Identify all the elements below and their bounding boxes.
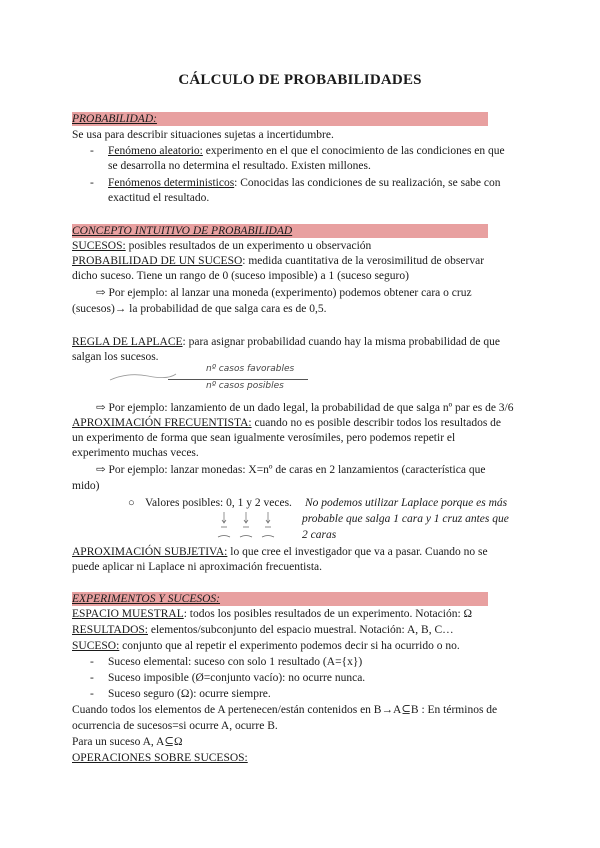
example-text: ⇨ Por ejemplo: al lanzar una moneda (experimento) podemos obtener cara o cruz [96,287,472,299]
frecuentista-cont: un experimento de forma que sean igualmente verosímiles, pero podemos repetir el [72,432,456,444]
section-header-concepto: CONCEPTO INTUITIVO DE PROBABILIDAD [72,224,488,238]
list-item: Suceso imposible (Ø=conjunto vacío): no ocurre nunca. [108,672,366,684]
circle-bullet: ○ [128,497,135,509]
resultados-def: RESULTADOS: elementos/subconjunto del espacio muestral. Notación: A, B, C… [72,624,454,636]
laplace-fraction [168,364,308,394]
list-item: Suceso elemental: suceso con solo 1 resultado (A={x}) [108,656,363,668]
section-header-experimentos: EXPERIMENTOS Y SUCESOS: [72,592,488,606]
subjetiva-def: APROXIMACIÓN SUBJETIVA: lo que cree el investigador que va a pasar. Cuando no se [72,546,488,558]
prob-suceso-def: PROBABILIDAD DE UN SUCESO: medida cuantitativa de la verosimilitud de observar [72,255,485,267]
subjetiva-cont: puede aplicar ni Laplace ni aproximación frecuentista. [72,561,323,573]
sucesos-def: SUCESOS: posibles resultados de un experimento u observación [72,240,372,252]
example-text: ⇨ Por ejemplo: lanzamiento de un dado legal, la probabilidad de que salga nº par es de 3/6 [96,402,514,414]
list-item: Fenómenos deterministicos: Conocidas las condiciones de su realización, se sabe con [108,177,501,189]
frecuentista-cont: experimento muchas veces. [72,447,199,459]
page-title: CÁLCULO DE PROBABILIDADES [178,72,422,88]
fraction-denominator: nº casos posibles [206,381,284,391]
example-text: ⇨ Por ejemplo: lanzar monedas: X=nº de caras en 2 lanzamientos (característica que [96,464,486,476]
handwritten-tree-sketch [216,510,292,542]
suceso-def: SUCESO: conjunto que al repetir el experimento podemos decir si ha ocurrido o no. [72,640,460,652]
example-text-cont: mido) [72,480,100,492]
bullet-dash: - [90,177,94,189]
fraction-bar [168,379,308,380]
bullet-dash: - [90,145,94,157]
fraction-numerator: nº casos favorables [206,364,295,374]
contenido-text-cont: ocurrencia de sucesos=si ocurre A, ocurre B. [72,720,278,732]
bullet-dash: - [90,688,94,700]
intro-text: Se usa para describir situaciones sujetas a incertidumbre. [72,129,334,141]
laplace-def: REGLA DE LAPLACE: para asignar probabilidad cuando hay la misma probabilidad de que [72,336,500,348]
prob-suceso-cont: dicho suceso. Tiene un rango de 0 (suceso imposible) a 1 (suceso seguro) [72,270,409,282]
valores-note: No podemos utilizar Laplace porque es más [305,497,508,509]
section-header-probabilidad: PROBABILIDAD: [72,112,488,126]
contenido-text: Cuando todos los elementos de A pertenecen/están contenidos en B→A⊆B : En términos de [72,704,498,716]
subset-text: Para un suceso A, A⊆Ω [72,736,183,748]
bullet-dash: - [90,672,94,684]
list-item-cont: exactitud el resultado. [108,192,210,204]
valores-note: probable que salga 1 cara y 1 cruz antes que [302,513,509,525]
valores-text: Valores posibles: 0, 1 y 2 veces. [145,497,292,509]
list-item: Suceso seguro (Ω): ocurre siempre. [108,688,271,700]
list-item-cont: se desarrolla no determina el resultado. Existen millones. [108,160,371,172]
list-item: Fenómeno aleatorio: experimento en el que el conocimiento de las condiciones en que [108,145,505,157]
laplace-cont: salgan los sucesos. [72,351,159,363]
example-text-cont: (sucesos)→ la probabilidad de que salga cara es de 0,5. [72,303,327,315]
bullet-dash: - [90,656,94,668]
operaciones-heading: OPERACIONES SOBRE SUCESOS: [72,752,248,764]
frecuentista-def: APROXIMACIÓN FRECUENTISTA: cuando no es posible describir todos los resultados de [72,417,502,429]
espacio-muestral-def: ESPACIO MUESTRAL: todos los posibles resultados de un experimento. Notación: Ω [72,608,473,620]
valores-note: 2 caras [302,529,337,541]
